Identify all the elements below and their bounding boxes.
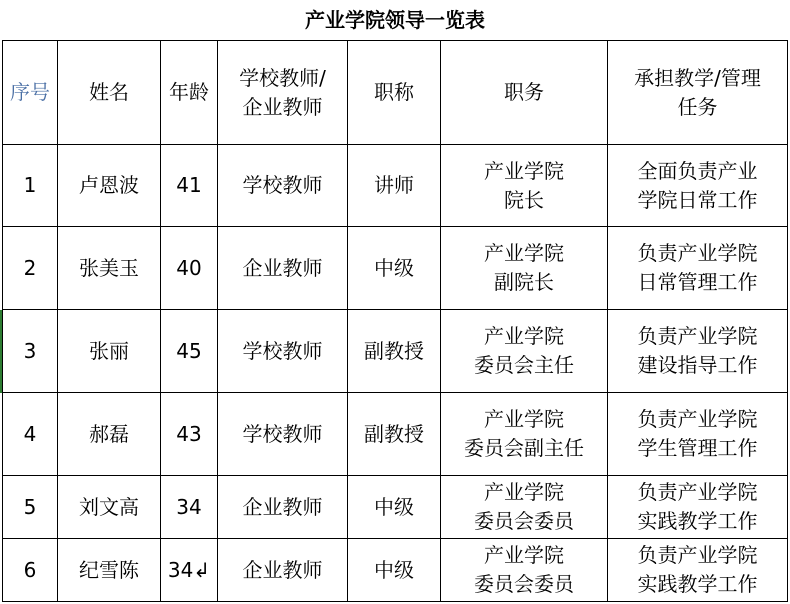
cell-duty[interactable]: 负责产业学院 实践教学工作 [608,539,788,602]
cell-seq[interactable]: 1 [3,145,58,227]
cell-post[interactable]: 产业学院 院长 [441,145,608,227]
cell-age[interactable]: 34↲ [161,539,218,602]
cell-title-rank[interactable]: 中级 [348,476,441,539]
cell-teacher-type[interactable]: 学校教师 [218,145,348,227]
cell-teacher-type[interactable]: 企业教师 [218,476,348,539]
cell-post[interactable]: 产业学院 委员会委员 [441,539,608,602]
header-row [3,41,788,145]
cell-duty[interactable]: 负责产业学院 实践教学工作 [608,476,788,539]
cell-duty[interactable]: 负责产业学院 学生管理工作 [608,393,788,476]
cell-seq[interactable]: 4 [3,393,58,476]
cell-teacher-type[interactable]: 企业教师 [218,227,348,310]
cell-age[interactable]: 34 [161,476,218,539]
cell-duty[interactable]: 全面负责产业 学院日常工作 [608,145,788,227]
header-post[interactable]: 职务 [441,41,608,145]
cell-teacher-type[interactable]: 学校教师 [218,310,348,393]
cell-duty[interactable]: 负责产业学院 建设指导工作 [608,310,788,393]
cell-age[interactable]: 41 [161,145,218,227]
cell-age[interactable]: 40 [161,227,218,310]
leaders-table [2,40,788,602]
table-row [3,539,788,602]
cell-title-rank[interactable]: 讲师 [348,145,441,227]
cell-title-rank[interactable]: 副教授 [348,393,441,476]
cell-post[interactable]: 产业学院 委员会委员 [441,476,608,539]
cell-duty[interactable]: 负责产业学院 日常管理工作 [608,227,788,310]
cell-post[interactable]: 产业学院 委员会副主任 [441,393,608,476]
cell-title-rank[interactable]: 中级 [348,539,441,602]
table-title: 产业学院领导一览表 [305,8,485,32]
header-name[interactable]: 姓名 [58,41,161,145]
table-row [3,145,788,227]
cell-teacher-type[interactable]: 学校教师 [218,393,348,476]
table-row [3,476,788,539]
cell-seq[interactable]: 6 [3,539,58,602]
cell-post[interactable]: 产业学院 副院长 [441,227,608,310]
table-row [3,393,788,476]
cell-age[interactable]: 45 [161,310,218,393]
table-row [3,227,788,310]
cell-seq[interactable]: 2 [3,227,58,310]
header-teacher-type[interactable]: 学校教师/ 企业教师 [218,41,348,145]
cell-name[interactable]: 张美玉 [58,227,161,310]
header-duty[interactable]: 承担教学/管理 任务 [608,41,788,145]
cell-name[interactable]: 郝磊 [58,393,161,476]
cell-name[interactable]: 纪雪陈 [58,539,161,602]
cell-name[interactable]: 卢恩波 [58,145,161,227]
cell-seq[interactable]: 3 [3,310,58,393]
cell-post[interactable]: 产业学院 委员会主任 [441,310,608,393]
cell-teacher-type[interactable]: 企业教师 [218,539,348,602]
cell-name[interactable]: 刘文高 [58,476,161,539]
cell-age[interactable]: 43 [161,393,218,476]
cell-seq[interactable]: 5 [3,476,58,539]
cell-name[interactable]: 张丽 [58,310,161,393]
header-title-rank[interactable]: 职称 [348,41,441,145]
table-row [3,310,788,393]
cell-title-rank[interactable]: 副教授 [348,310,441,393]
header-age[interactable]: 年龄 [161,41,218,145]
cell-title-rank[interactable]: 中级 [348,227,441,310]
header-seq[interactable]: 序号 [3,41,58,145]
